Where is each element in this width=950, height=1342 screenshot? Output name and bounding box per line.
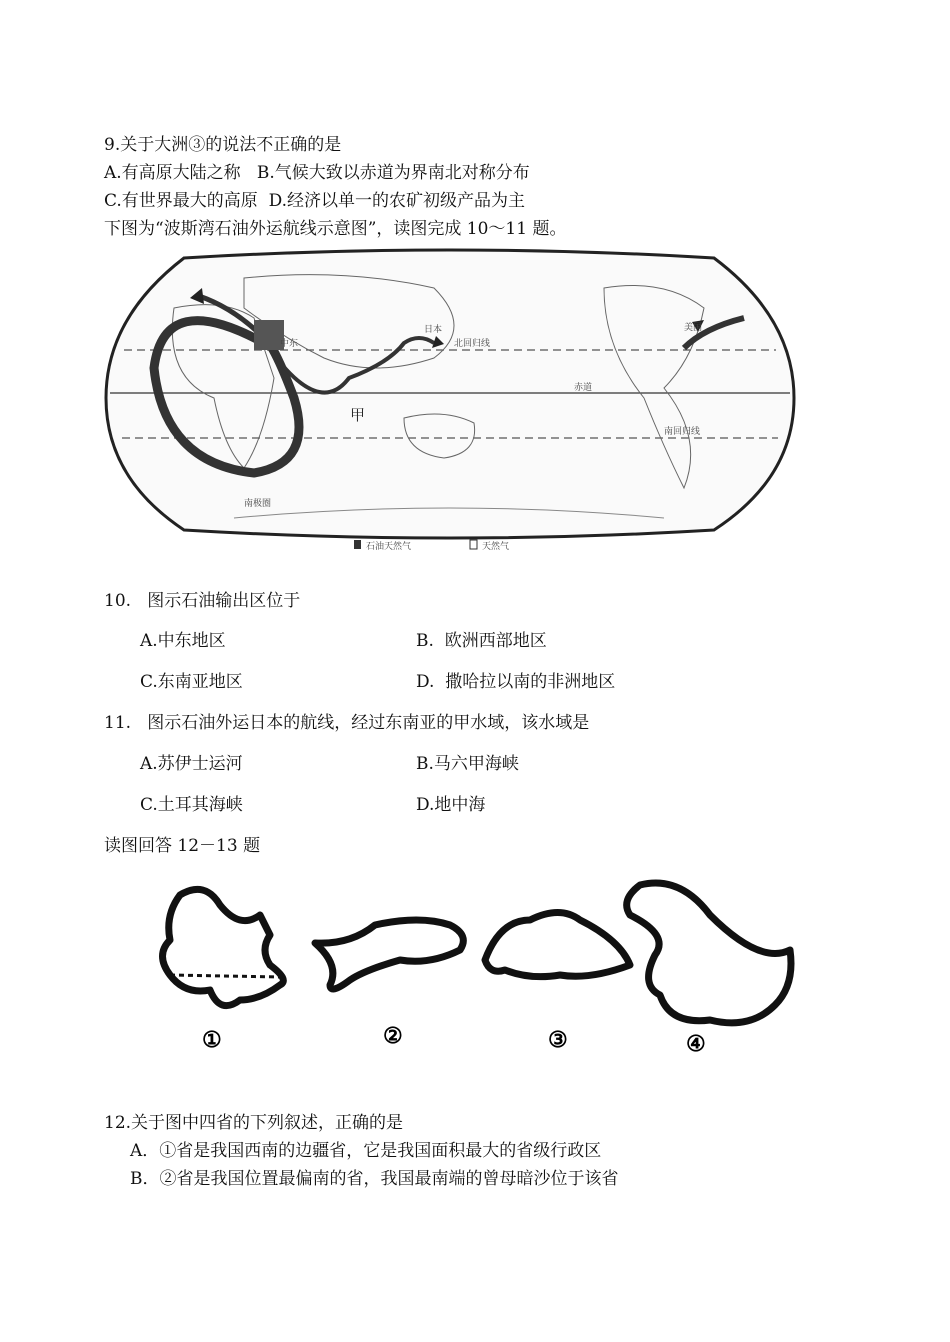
q11-option-d: D.地中海 bbox=[416, 795, 486, 815]
legend-oil-gas: 石油天然气 bbox=[366, 542, 412, 552]
legend-gas: 天然气 bbox=[482, 542, 510, 552]
q10-option-a: A.中东地区 bbox=[140, 631, 226, 651]
label-usa: 美国 bbox=[684, 323, 703, 333]
label-middle-east: 中东 bbox=[280, 339, 299, 349]
province-label-4: ④ bbox=[686, 1031, 706, 1057]
label-japan: 日本 bbox=[424, 325, 443, 335]
province-outlines bbox=[150, 875, 810, 1060]
q9-options-cd: C.有世界最大的高原 D.经济以单一的农矿初级产品为主 bbox=[104, 191, 526, 211]
intro-12-13: 读图回答 12－13 题 bbox=[104, 836, 261, 856]
label-tropic-capricorn: 南回归线 bbox=[664, 427, 701, 437]
label-jia: 甲 bbox=[350, 406, 366, 424]
province-label-2: ② bbox=[383, 1023, 403, 1049]
label-equator: 赤道 bbox=[574, 383, 593, 393]
q10-option-c: C.东南亚地区 bbox=[140, 672, 243, 692]
persian-gulf-oil-route-map bbox=[104, 248, 796, 558]
q10-option-d: D. 撒哈拉以南的非洲地区 bbox=[416, 672, 616, 692]
q9-options-ab: A.有高原大陆之称 B.气候大致以赤道为界南北对称分布 bbox=[104, 163, 530, 183]
province-outline-2 bbox=[315, 920, 463, 989]
legend-gas-icon bbox=[470, 540, 477, 549]
label-antarctic: 南极圈 bbox=[244, 499, 272, 509]
q12-option-a: A．①省是我国西南的边疆省，它是我国面积最大的省级行政区 bbox=[130, 1141, 602, 1161]
q11-stem: 11. 图示石油外运日本的航线，经过东南亚的甲水域，该水域是 bbox=[104, 713, 590, 733]
q10-stem: 10. 图示石油输出区位于 bbox=[104, 591, 301, 611]
province-label-3: ③ bbox=[548, 1027, 568, 1053]
province-outline-4 bbox=[627, 883, 791, 1023]
q9-stem: 9.关于大洲③的说法不正确的是 bbox=[104, 135, 342, 155]
label-tropic-cancer: 北回归线 bbox=[454, 339, 491, 349]
q12-stem: 12.关于图中四省的下列叙述，正确的是 bbox=[104, 1113, 404, 1133]
province-outline-1 bbox=[163, 889, 284, 1005]
q10-option-b: B. 欧洲西部地区 bbox=[416, 631, 547, 651]
q11-option-b: B.马六甲海峡 bbox=[416, 754, 519, 774]
q11-option-c: C.土耳其海峡 bbox=[140, 795, 243, 815]
province-outline-3 bbox=[485, 913, 630, 977]
province-label-1: ① bbox=[202, 1027, 222, 1053]
q12-option-b: B．②省是我国位置最偏南的省，我国最南端的曾母暗沙位于该省 bbox=[130, 1169, 619, 1189]
legend-oil-gas-icon bbox=[354, 540, 361, 549]
q11-option-a: A.苏伊士运河 bbox=[140, 754, 243, 774]
intro-10-11: 下图为“波斯湾石油外运航线示意图”，读图完成 10～11 题。 bbox=[104, 219, 567, 239]
